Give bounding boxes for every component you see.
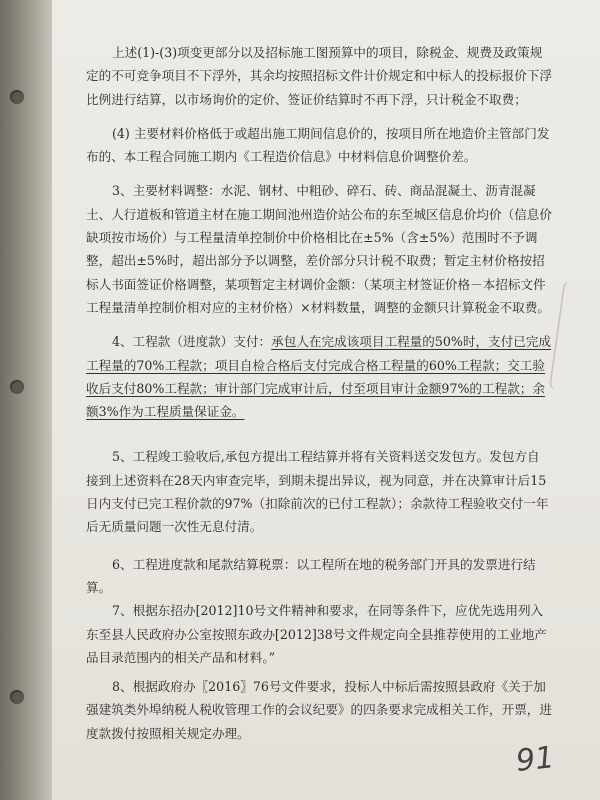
binder-edge xyxy=(0,0,52,800)
paragraph-payment xyxy=(86,330,552,423)
paragraph-local-products: 7、根据东招办[2012]10号文件精神和要求，在同等条件下，应优先选用列入东至县人民政府办公室按照东政办[2012]38号文件规定向全县推荐使用的工业地产品目录范围内的相关产品和材料。” xyxy=(86,603,547,665)
punch-hole xyxy=(10,90,24,104)
paragraph-material-adjustment: 3、主要材料调整：水泥、钢材、中粗砂、碎石、砖、商品混凝土、沥青混凝土、人行道板和管道主材在施工期间池州造价站公布的东至城区信息价均价（信息价缺项按市场价）与工程量清单控制价中价格相比在±5%（含±5%）范围时不予调整，超出±5%时，超出部分予以调整，差价部分只计税不取费；暂定主材价格按招标人书面签证价格调整，某项暂定主材调价金额：（某项主材签证价格－本招标文件工程量清单控制价相对应的主材价格）×材料数量，调整的金额只计算税金不取费。 xyxy=(86,183,552,315)
paragraph-settlement: 上述(1)-(3)项变更部分以及招标施工图预算中的项目，除税金、规费及政策规定的不可竞争项目不下浮外，其余均按照招标文件计价规定和中标人的投标报价下浮比例进行结算，以市场询价的定价、签证价结算时不再下浮，只计税金不取费； xyxy=(86,45,552,107)
document-body xyxy=(86,41,552,745)
paragraph-tax-invoice: 6、工程进度款和尾款结算税票：以工程所在地的税务部门开具的发票进行结算。 xyxy=(86,556,536,595)
payment-terms-underlined: 承包人在完成该项目工程量的50%时，支付已完成工程量的70%工程款；项目自检合格后支付完成合格工程量的60%工程款；交工验收后支付80%工程款；审计部门完成审计后，付至项目审计金额97%的工程款；余额3%作为工程质量保证金。 xyxy=(86,334,552,420)
handwritten-page-number: 91 xyxy=(514,740,556,779)
paragraph-tax-requirements: 8、根据政府办〖2016〗76号文件要求，投标人中标后需按照县政府《关于加强建筑类外埠纳税人税收管理工作的会议纪要》的四条要求完成相关工作，开票，进度款拨付按照相关规定办理。 xyxy=(86,679,552,741)
paragraph-material-price: (4) 主要材料价格低于或超出施工期间信息价的，按项目所在地造价主管部门发布的、本工程合同施工期内《工程造价信息》中材料信息价调整价差。 xyxy=(86,125,550,165)
punch-hole xyxy=(10,690,24,704)
punch-hole xyxy=(10,380,24,394)
paragraph-acceptance: 5、工程竣工验收后,承包方提出工程结算并将有关资料送交发包方。发包方自接到上述资料在28天内审查完毕，到期未提出异议，视为同意，并在决算审计后15日内支付已完工程价款的97%（扣除前次的已付工程款）；余款待工程验收交付一年后无质量问题一次性无息付清。 xyxy=(86,449,549,535)
payment-lead: 4、工程款（进度款）支付： xyxy=(112,334,272,350)
